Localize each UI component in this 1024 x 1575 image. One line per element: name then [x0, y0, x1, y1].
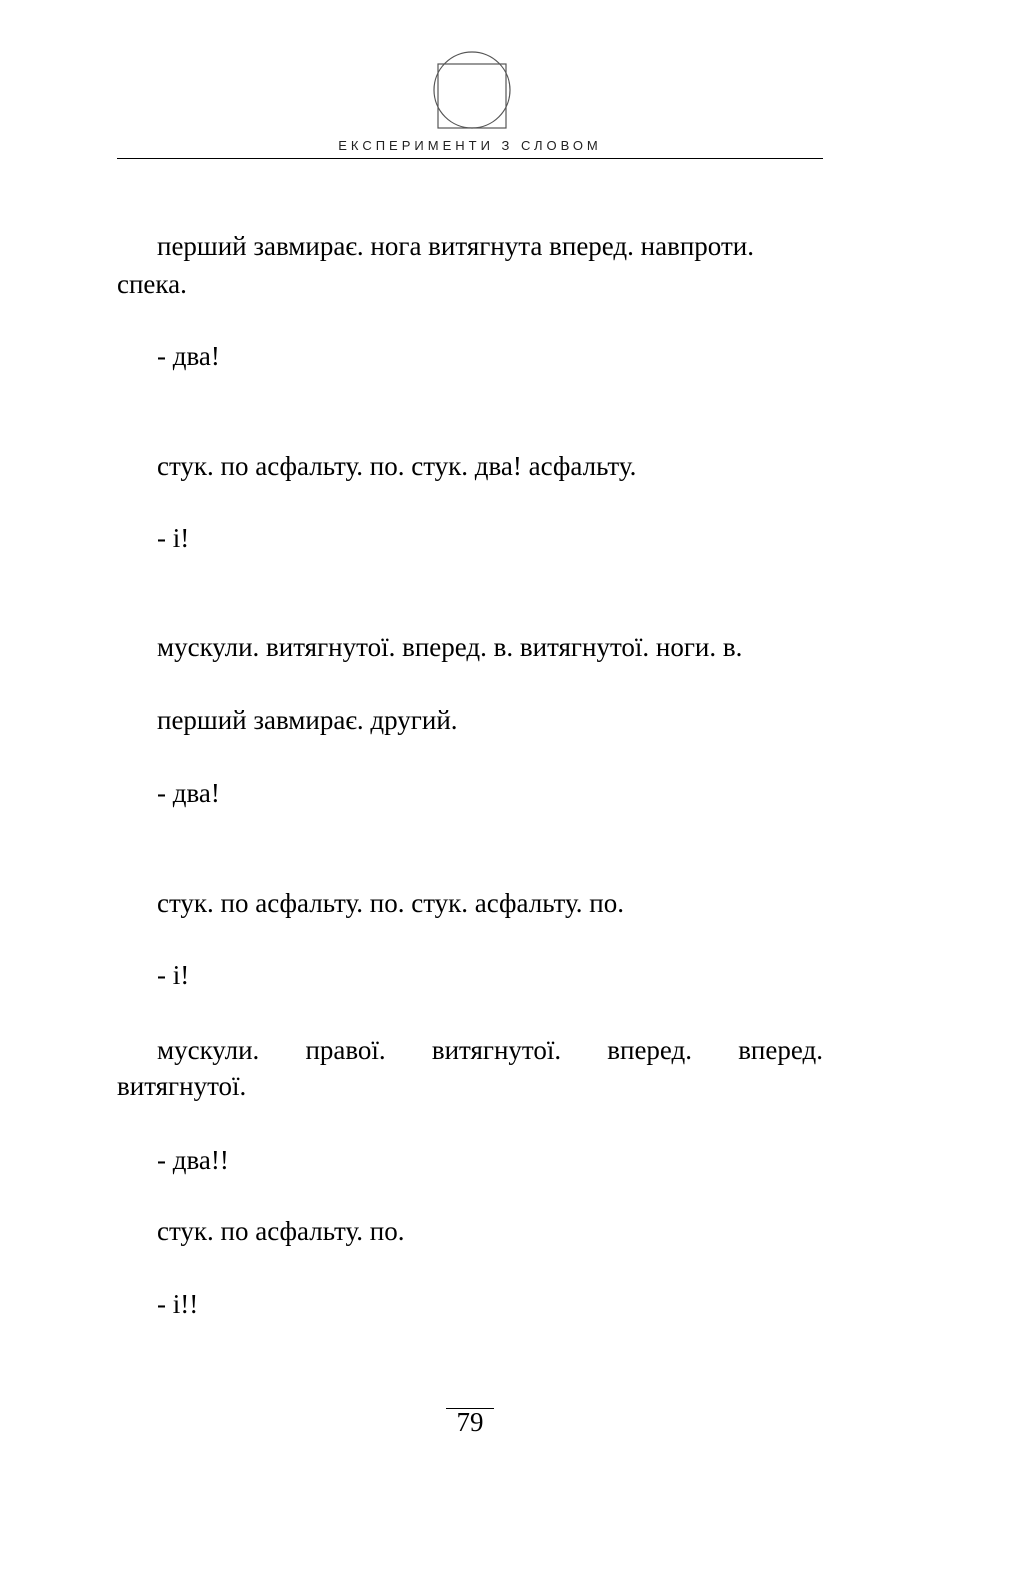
paragraph-word: вперед. — [738, 1035, 823, 1065]
running-header-title: ЕКСПЕРИМЕНТИ З СЛОВОМ — [338, 138, 602, 153]
paragraph-1-line-1 — [157, 226, 823, 266]
paragraph-12: стук. по асфальту. по. — [157, 1216, 405, 1246]
paragraph-9: - і! — [157, 960, 190, 990]
paragraph-3: стук. по асфальту. по. стук. два! асфальту. — [157, 451, 637, 481]
paragraph-10-line-1 — [157, 1030, 823, 1070]
page-number: 79 — [456, 1407, 484, 1437]
paragraph-word: правої. — [305, 1035, 386, 1065]
paragraph-13: - і!! — [157, 1289, 199, 1319]
paragraph-8: стук. по асфальту. по. стук. асфальту. по. — [157, 888, 624, 918]
header-divider — [117, 158, 823, 159]
paragraph-word: вперед. — [607, 1035, 693, 1065]
paragraph-7: - два! — [157, 778, 220, 808]
circle-square-emblem-icon — [432, 50, 512, 130]
paragraph-4: - і! — [157, 523, 190, 553]
paragraph-1-line-2: спека. — [117, 269, 187, 299]
paragraph-11: - два!! — [157, 1145, 229, 1175]
paragraph-text: перший завмирає. нога витягнута вперед. навпроти. — [157, 231, 754, 261]
paragraph-6: перший завмирає. другий. — [157, 705, 458, 735]
paragraph-10-line-2: витягнутої. — [117, 1071, 247, 1101]
paragraph-5: мускули. витягнутої. вперед. в. витягнутої. ноги. в. — [157, 632, 743, 662]
paragraph-word: мускули. — [157, 1035, 260, 1065]
paragraph-2: - два! — [157, 341, 220, 371]
paragraph-word: витягнутої. — [431, 1035, 562, 1065]
